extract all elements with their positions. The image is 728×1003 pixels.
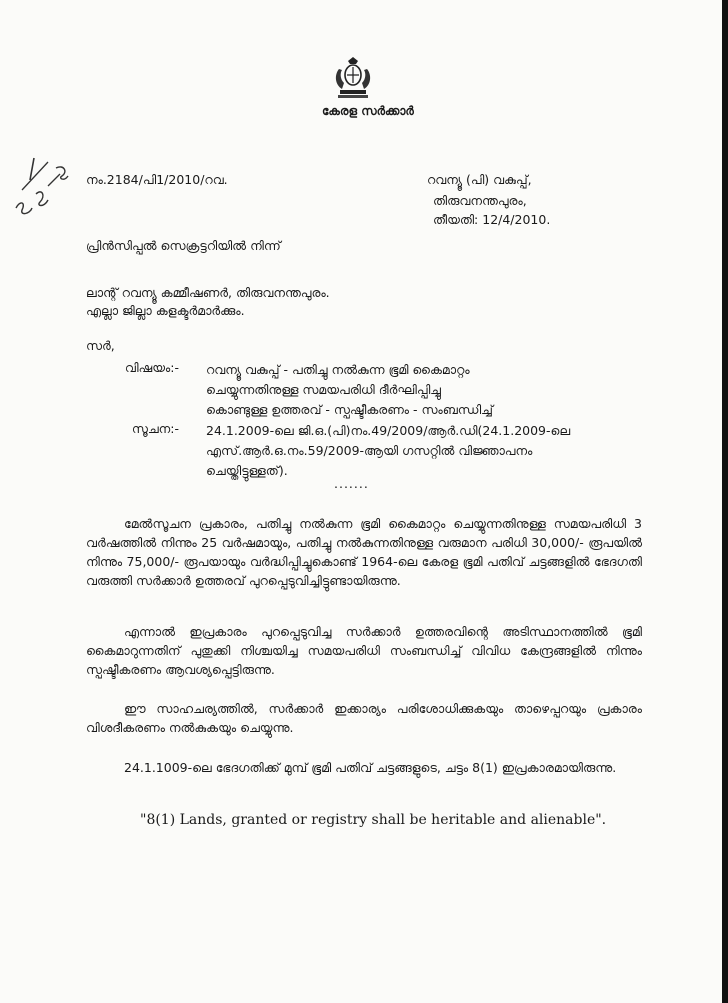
subject-text [206,360,493,420]
body-paragraph: എന്നാൽ ഇപ്രകാരം പുറപ്പെടുവിച്ച സർക്കാർ ഉത്തരവിന്റെ അടിസ്ഥാനത്തിൽ ഭൂമി കൈമാറുന്നതിന് പുതുക്കി നിശ്ചയിച്ച സമയപരിധി സംബന്ധിച്ച് വിവിധ കേന്ദ്രങ്ങളിൽ നിന്നും സ്പഷ്ടീകരണം ആവശ്യപ്പെട്ടിരുന്നു. [86,624,642,677]
order-number: നം.2184/പി1/2010/റവ. [86,172,228,187]
reference-label: സൂചന:- [131,421,179,436]
salutation: സർ, [86,338,115,353]
reference-text [206,421,570,481]
reference-line: എസ്.ആർ.ഒ.നം.59/2009-ആയി ഗസറ്റിൽ വിജ്ഞാപനം [206,443,533,458]
subject-line: ചെയ്യുന്നതിനുള്ള സമയപരിധി ദീർഘിപ്പിച്ചു [206,382,441,397]
reference-line: 24.1.2009-ലെ ജി.ഒ.(പി)നം.49/2009/ആർ.ഡി(24.1.2009-ലെ [206,423,571,438]
scan-edge-bar [722,0,728,1003]
body-paragraph: മേൽസൂചന പ്രകാരം, പതിച്ചു നൽകുന്ന ഭൂമി കൈമാറ്റം ചെയ്യുന്നതിനുള്ള സമയപരിധി 3 വർഷത്തിൽ നിന്നും 25 വർഷമായും, പതിച്ചു നൽകുന്നതിനുള്ള വരുമാന പരിധി 30,000/- രൂപയിൽ നിന്നും 75,000/- രൂപയായും വർദ്ധിപ്പിച്ചുകൊണ്ട് 1964-ലെ കേരള ഭൂമി പതിവ് ചട്ടങ്ങളിൽ ഭേദഗതി വരുത്തി സർക്കാർ ഉത്തരവ് പുറപ്പെടുവിച്ചിട്ടുണ്ടായിരുന്നു. [86,516,642,588]
place: തിരുവനന്തപുരം, [433,193,527,208]
body-paragraph: 24.1.1009-ലെ ഭേദഗതിക്ക് മുമ്പ് ഭൂമി പതിവ് ചട്ടങ്ങളുടെ, ചട്ടം 8(1) ഇപ്രകാരമായിരുന്നു. [124,760,617,775]
department: റവന്യൂ (പി) വകുപ്പ്, [427,172,532,187]
government-title: കേരള സർക്കാർ [322,104,414,118]
kerala-state-emblem-icon [330,55,376,101]
subject-line: റവന്യൂ വകുപ്പ് - പതിച്ചു നൽകുന്ന ഭൂമി കൈമാറ്റം [206,362,470,377]
body-paragraph: ഈ സാഹചര്യത്തിൽ, സർക്കാർ ഇക്കാര്യം പരിശോധിക്കുകയും താഴെപ്പറയും പ്രകാരം വിശദീകരണം നൽകുകയും ചെയ്യുന്നു. [86,701,642,735]
reference-line: ചെയ്തിട്ടുള്ളത്). [206,463,288,478]
subject-line: കൊണ്ടുള്ള ഉത്തരവ് - സ്പഷ്ടീകരണം - സംബന്ധിച്ച് [206,402,493,417]
recipient-line: എല്ലാ ജില്ലാ കളക്ടർമാർക്കും. [86,303,245,318]
subject-label: വിഷയം:- [124,360,179,375]
separator-dots: ....... [334,476,369,491]
rule-quote: "8(1) Lands, granted or registry shall be heritable and alienable". [140,812,607,828]
order-date: തീയതി: 12/4/2010. [433,212,551,227]
recipient-line: ലാന്റ് റവന്യൂ കമ്മീഷണർ, തിരുവനന്തപുരം. [86,285,330,300]
sender-line: പ്രിൻസിപ്പൽ സെക്രട്ടറിയിൽ നിന്ന് [86,238,281,253]
handwritten-note-icon [8,150,78,230]
